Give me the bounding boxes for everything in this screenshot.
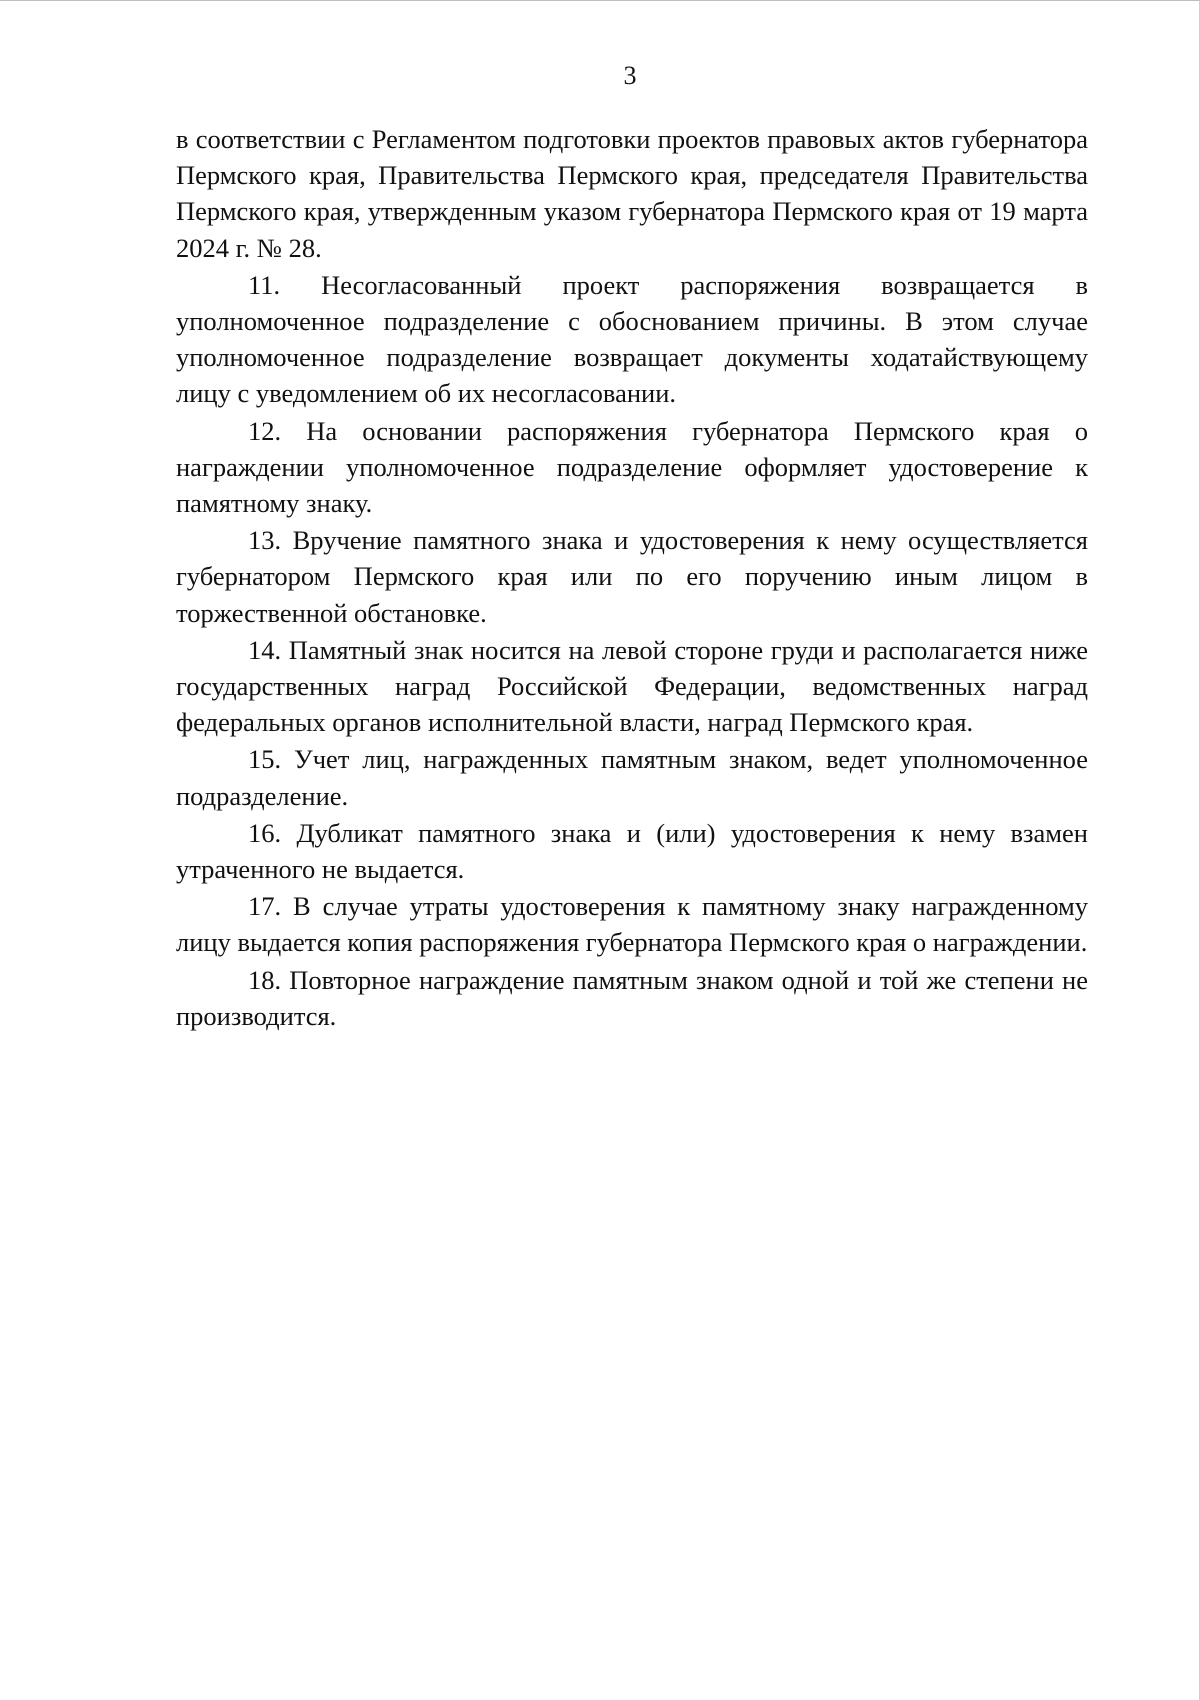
- paragraph-item-18: 18. Повторное награждение памятным знаком одной и той же степени не производится.: [176, 964, 1088, 1031]
- paragraph-continuation: в соответствии с Регламентом подготовки проектов правовых актов губернатора Пермского края, Правительства Пермского края, председателя Правительства Пермского края, утвержденным указом губернатора Пермского края от 19 марта 2024 г. № 28.: [176, 124, 1088, 263]
- page-number: 3: [623, 61, 637, 90]
- paragraph-item-14: 14. Памятный знак носится на левой стороне груди и располагается ниже государственных наград Российской Федерации, ведомственных наград федеральных органов исполнительной власти, наград Пермского края.: [176, 634, 1088, 738]
- paragraph-item-15: 15. Учет лиц, награжденных памятным знаком, ведет уполномоченное подразделение.: [176, 744, 1088, 811]
- paragraph-item-11: 11. Несогласованный проект распоряжения возвращается в уполномоченное подразделение с обоснованием причины. В этом случае уполномоченное подразделение возвращает документы ходатайствующему лицу с уведомлением об их несогласовании.: [176, 269, 1088, 409]
- paragraph-item-12: 12. На основании распоряжения губернатора Пермского края о награждении уполномоченное подразделение оформляет удостоверение к памятному знаку.: [176, 415, 1088, 519]
- document-body: [176, 121, 1088, 1035]
- paragraph-item-13: 13. Вручение памятного знака и удостоверения к нему осуществляется губернатором Пермского края или по его поручению иным лицом в торжественной обстановке.: [176, 525, 1088, 628]
- paragraph-item-17: 17. В случае утраты удостоверения к памятному знаку награжденному лицу выдается копия распоряжения губернатора Пермского края о награждении.: [176, 891, 1088, 958]
- paragraph-item-16: 16. Дубликат памятного знака и (или) удостоверения к нему взамен утраченного не выдается.: [176, 817, 1088, 885]
